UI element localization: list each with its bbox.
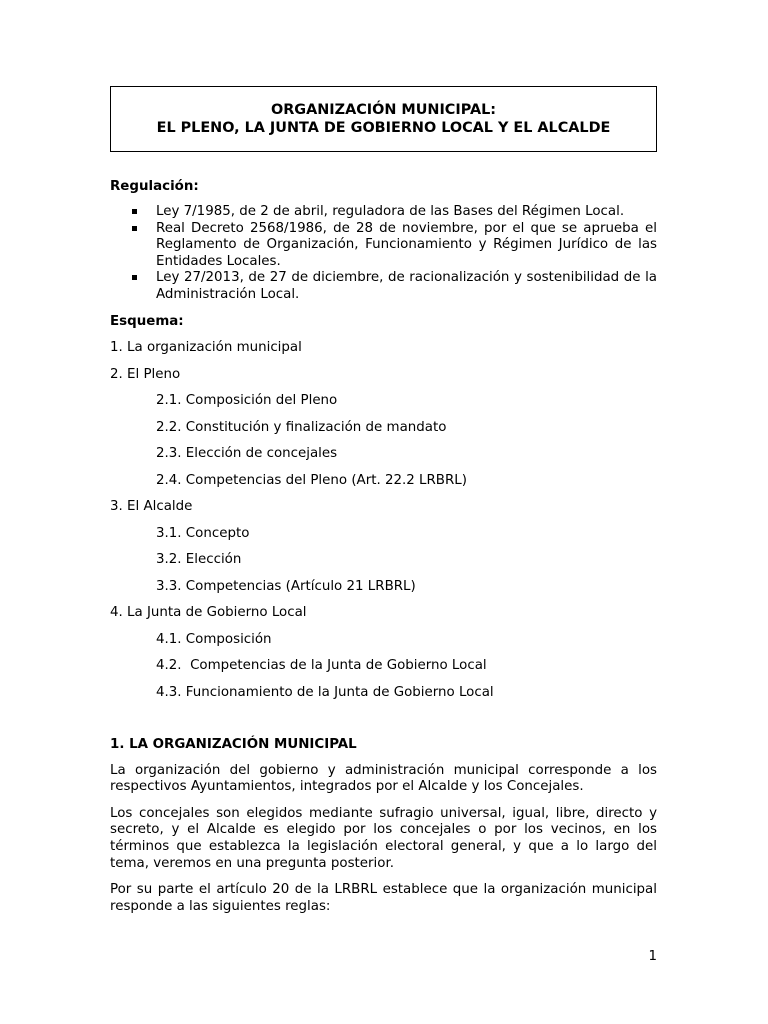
outline-subitem: 4.1. Composición: [156, 631, 272, 647]
regulation-item-text: Ley 27/2013, de 27 de diciembre, de racionalización y sostenibilidad de la Administración Local.: [156, 270, 657, 302]
outline-item: 2. El Pleno: [110, 366, 181, 382]
outline-subitem: 2.4. Competencias del Pleno (Art. 22.2 LRBRL): [156, 472, 467, 488]
square-bullet-icon: [132, 209, 137, 214]
regulation-list: [110, 204, 657, 304]
outline-subitem: 3.2. Elección: [156, 552, 242, 568]
outline-subitem: 3.3. Competencias (Artículo 21 LRBRL): [156, 578, 416, 594]
document-page: [110, 86, 657, 915]
body-paragraph: Los concejales son elegidos mediante sufragio universal, igual, libre, directo y secreto, y el Alcalde es elegido por los concejales o por los vecinos, en los términos que establezca la legislación electoral general, y que a lo largo del tema, veremos en una pregunta posterior.: [110, 805, 657, 871]
outline-subitem: 2.2. Constitución y finalización de mandato: [156, 419, 447, 435]
outline-subitem: 2.3. Elección de concejales: [156, 446, 338, 462]
page-number: 1: [648, 949, 657, 964]
regulation-item-text: Real Decreto 2568/1986, de 28 de noviembre, por el que se aprueba el Reglamento de Organización, Funcionamiento y Régimen Jurídico de las Entidades Locales.: [156, 220, 657, 269]
outline-subitem: 4.2. Competencias de la Junta de Gobierno Local: [156, 658, 487, 674]
outline-subitem: 3.1. Concepto: [156, 525, 250, 541]
outline-item: 4. La Junta de Gobierno Local: [110, 605, 307, 621]
regulation-item: [156, 270, 657, 303]
outline-heading: Esquema:: [110, 313, 184, 329]
regulation-item: [156, 221, 657, 271]
regulation-heading: Regulación:: [110, 179, 199, 194]
outline-subitem: 4.3. Funcionamiento de la Junta de Gobierno Local: [156, 684, 494, 700]
outline-subitem: 2.1. Composición del Pleno: [156, 393, 338, 409]
title-line-1: ORGANIZACIÓN MUNICIPAL:: [270, 102, 497, 118]
body-paragraph: Por su parte el artículo 20 de la LRBRL establece que la organización municipal responde a las siguientes reglas:: [110, 882, 657, 914]
square-bullet-icon: [132, 226, 137, 231]
outline-item: 1. La organización municipal: [110, 340, 302, 356]
outline-item: 3. El Alcalde: [110, 499, 193, 515]
outline: [110, 313, 657, 701]
section-title: 1. LA ORGANIZACIÓN MUNICIPAL: [110, 736, 357, 752]
title-box: [110, 86, 657, 152]
body-paragraph: La organización del gobierno y administración municipal corresponde a los respectivos Ayuntamientos, integrados por el Alcalde y los Concejales.: [110, 762, 657, 795]
square-bullet-icon: [132, 275, 137, 280]
regulation-item: [156, 204, 657, 221]
regulation-item-text: Ley 7/1985, de 2 de abril, reguladora de las Bases del Régimen Local.: [156, 204, 625, 219]
title-line-2: EL PLENO, LA JUNTA DE GOBIERNO LOCAL Y EL ALCALDE: [156, 120, 611, 136]
